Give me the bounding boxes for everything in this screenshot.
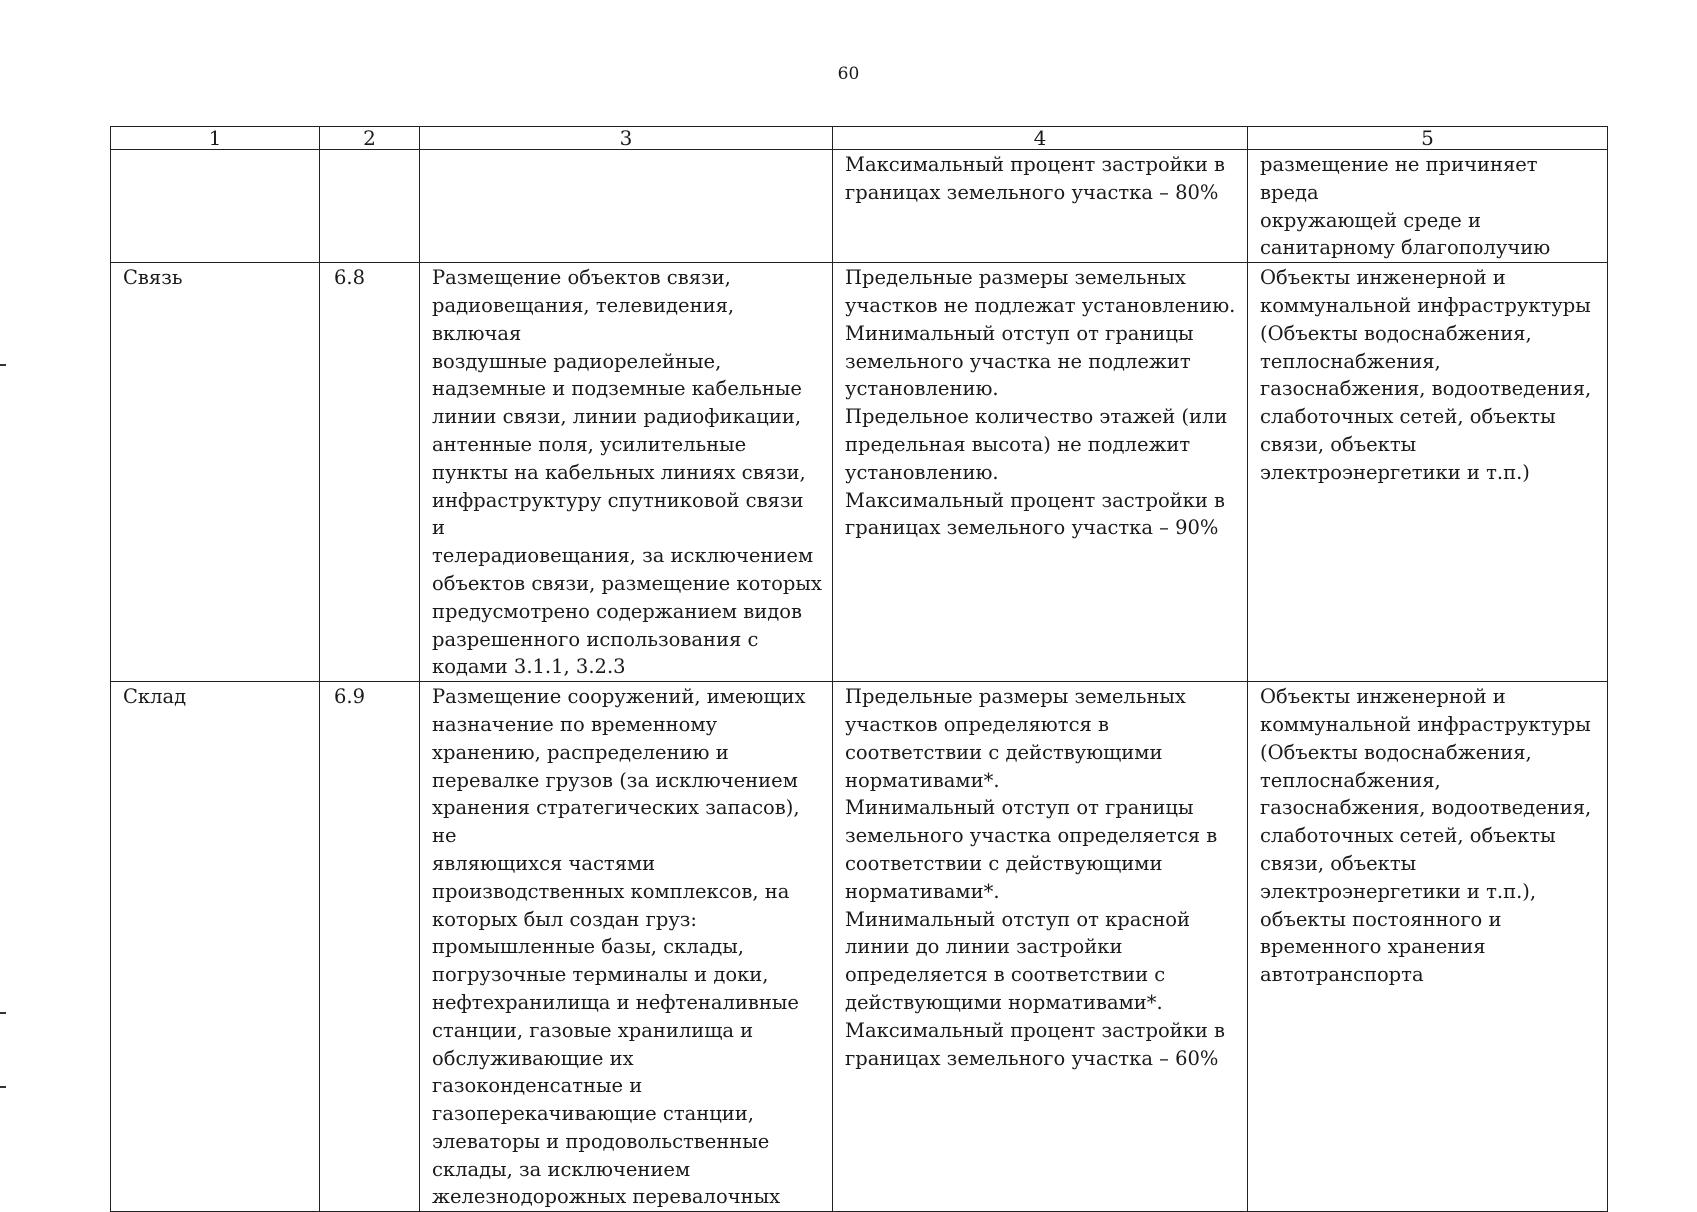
column-number-header: 1	[111, 127, 320, 150]
use-description-cell	[420, 150, 833, 263]
use-type-name-cell	[111, 150, 320, 263]
use-type-name-cell: Склад	[111, 682, 320, 1212]
parameters-cell: Предельные размеры земельных участков не подлежат установлению. Минимальный отступ от границы земельного участка не подлежит установлению. Предельное количество этажей (или предельная высота) не подлежит установлению. Максимальный процент застройки в границах земельного участка – 90%	[833, 263, 1248, 682]
column-number-header: 3	[420, 127, 833, 150]
page-number: 60	[837, 64, 860, 84]
parameters-cell: Предельные размеры земельных участков определяются в соответствии с действующими нормативами*. Минимальный отступ от границы земельного участка определяется в соответствии с действующими нормативами*. Минимальный отступ от красной линии до линии застройки определяется в соответствии с действующими нормативами*. Максимальный процент застройки в границах земельного участка – 60%	[833, 682, 1248, 1212]
use-type-name-cell: Связь	[111, 263, 320, 682]
auxiliary-uses-cell: Объекты инженерной и коммунальной инфраструктуры (Объекты водоснабжения, теплоснабжения, газоснабжения, водоотведения, слаботочных сетей, объекты связи, объекты электроэнергетики и т.п.)	[1248, 263, 1608, 682]
use-description-cell: Размещение объектов связи, радиовещания, телевидения, включая воздушные радиорелейные, надземные и подземные кабельные линии связи, линии радиофикации, антенные поля, усилительные пункты на кабельных линиях связи, инфраструктуру спутниковой связи и телерадиовещания, за исключением объектов связи, размещение которых предусмотрено содержанием видов разрешенного использования с кодами 3.1.1, 3.2.3	[420, 263, 833, 682]
table-row	[111, 263, 1608, 682]
use-type-code-cell: 6.9	[320, 682, 420, 1212]
column-number-header: 5	[1248, 127, 1608, 150]
use-description-cell: Размещение сооружений, имеющих назначение по временному хранению, распределению и перевалке грузов (за исключением хранения стратегических запасов), не являющихся частями производственных комплексов, на которых был создан груз: промышленные базы, склады, погрузочные терминалы и доки, нефтехранилища и нефтеналивные станции, газовые хранилища и обслуживающие их газоконденсатные и газоперекачивающие станции, элеваторы и продовольственные склады, за исключением железнодорожных перевалочных	[420, 682, 833, 1212]
column-number-header: 2	[320, 127, 420, 150]
table-row	[111, 682, 1608, 1212]
use-type-code-cell: 6.8	[320, 263, 420, 682]
column-number-header-row	[111, 127, 1608, 150]
regulations-table	[110, 126, 1608, 1212]
scan-edge-mark	[0, 364, 6, 366]
use-type-code-cell	[320, 150, 420, 263]
auxiliary-uses-cell: размещение не причиняет вреда окружающей среде и санитарному благополучию	[1248, 150, 1608, 263]
table-row	[111, 150, 1608, 263]
column-number-header: 4	[833, 127, 1248, 150]
parameters-cell: Максимальный процент застройки в границах земельного участка – 80%	[833, 150, 1248, 263]
scan-edge-mark	[0, 1086, 6, 1088]
scan-edge-mark	[0, 1012, 6, 1014]
auxiliary-uses-cell: Объекты инженерной и коммунальной инфраструктуры (Объекты водоснабжения, теплоснабжения, газоснабжения, водоотведения, слаботочных сетей, объекты связи, объекты электроэнергетики и т.п.), объекты постоянного и временного хранения автотранспорта	[1248, 682, 1608, 1212]
